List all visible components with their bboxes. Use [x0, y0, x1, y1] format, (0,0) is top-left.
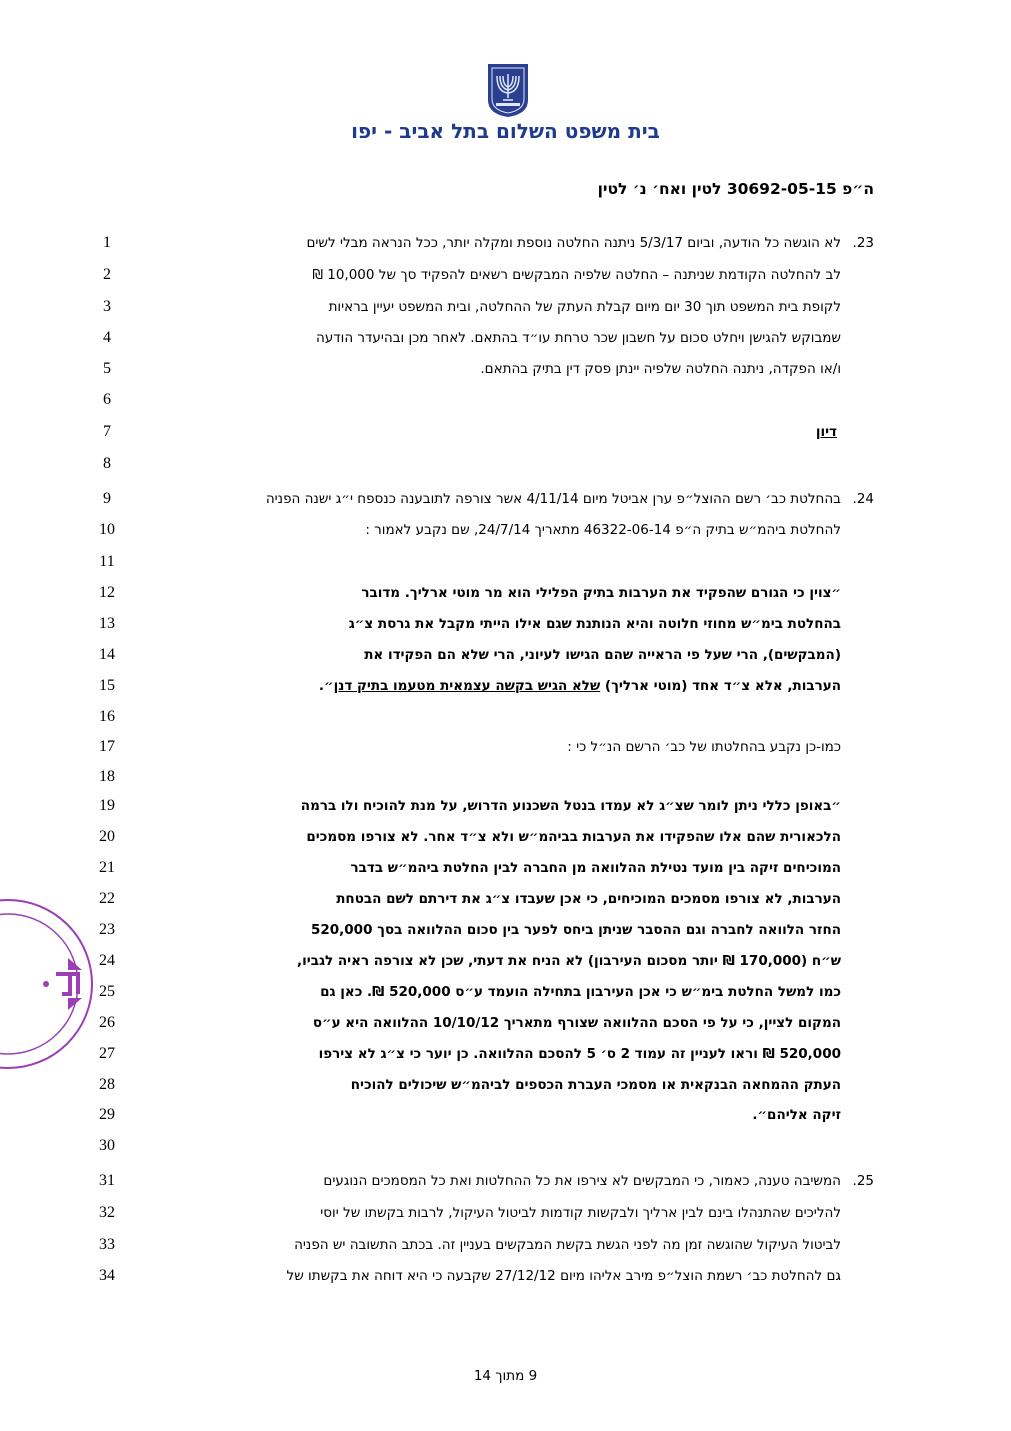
quote-line: ש״ח (170,000 ₪ יותר מסכום העירבון) לא הניח את דעתי, שכן לא צורפה ראיה לגביו, — [297, 953, 841, 969]
court-stamp-icon — [0, 898, 94, 1070]
quote-text: ״. — [318, 678, 334, 694]
line-number: 1 — [103, 234, 111, 251]
line-number: 8 — [103, 455, 111, 472]
line-number: 20 — [99, 828, 115, 845]
paragraph-number: 24. — [852, 491, 874, 507]
state-emblem-menorah-icon — [484, 62, 532, 118]
text-line: שמבוקש להגישן ויחלט סכום על חשבון שכר טרחת עו״ד בהתאם. לאחר מכן ובהיעדר הודעה — [316, 330, 841, 346]
text-line: להליכים שהתנהלו בינם לבין ארליך ולבקשות קודמות לביטול העיקול, לרבות בקשתו של יוסי — [320, 1205, 841, 1221]
line-number: 19 — [99, 797, 115, 814]
line-number: 13 — [99, 615, 115, 632]
quote-line: העתק ההמחאה הבנקאית או מסמכי העברת הכספים לביהמ״ש שיכולים להוכיח — [350, 1077, 841, 1093]
line-number: 21 — [99, 859, 115, 876]
line-number: 12 — [99, 584, 115, 601]
quote-line: בהחלטת בימ״ש מחוזי חלוטה והיא הנותנת שגם אילו הייתי מקבל את גרסת צ״ג — [348, 616, 841, 632]
line-number: 9 — [103, 490, 111, 507]
line-number: 3 — [103, 298, 111, 315]
line-number: 26 — [99, 1014, 115, 1031]
section-heading: דיון — [815, 424, 837, 440]
line-number: 15 — [99, 677, 115, 694]
case-number: ה״פ 30692-05-15 לטין ואח׳ נ׳ לטין — [597, 180, 874, 198]
paragraph-number: 25. — [852, 1173, 874, 1189]
line-number: 17 — [99, 738, 115, 755]
text-line: ו/או הפקדה, ניתנה החלטה שלפיה יינתן פסק דין בתיק בהתאם. — [480, 361, 841, 377]
quote-line: זיקה אליהם״. — [752, 1107, 841, 1123]
court-name: בית משפט השלום בתל אביב - יפו — [351, 119, 660, 143]
line-number: 33 — [99, 1236, 115, 1253]
line-number: 14 — [99, 646, 115, 663]
paragraph-number: 23. — [852, 235, 874, 251]
line-number: 25 — [99, 983, 115, 1000]
quote-line: ״באופן כללי ניתן לומר שצ״ג לא עמדו בנטל השכנוע הדרוש, על מנת להוכיח ולו ברמה — [300, 798, 841, 814]
text-line: לא הוגשה כל הודעה, וביום 5/3/17 ניתנה החלטה נוספת ומקלה יותר, ככל הנראה מבלי לשים — [306, 235, 841, 251]
quote-line: החזר הלוואה לחברה וגם ההסבר שניתן ביחס לפער בין סכום ההלוואה בסך 520,000 — [310, 922, 841, 938]
line-number: 32 — [99, 1204, 115, 1221]
line-number: 18 — [99, 768, 115, 785]
line-number: 27 — [99, 1045, 115, 1062]
text-line: לב להחלטה הקודמת שניתנה – החלטה שלפיה המבקשים רשאים להפקיד סך של 10,000 ₪ — [312, 267, 841, 283]
quote-line — [319, 678, 841, 694]
line-number: 4 — [103, 329, 111, 346]
line-number: 29 — [99, 1106, 115, 1123]
quote-line: כמו למשל החלטת בימ״ש כי אכן העירבון בתחילה הועמד ע״ס 520,000 ₪. כאן גם — [320, 984, 841, 1000]
quote-line: המקום לציין, כי על פי הסכם ההלוואה שצורף מתאריך 10/10/12 ההלוואה היא ע״ס — [312, 1015, 841, 1031]
line-number: 23 — [99, 921, 115, 938]
underlined-text: שלא הגיש בקשה עצמאית מטעמו בתיק דנן — [333, 678, 601, 694]
quote-line: (המבקשים), הרי שעל פי הראייה שהם הגישו לעיוני, הרי שלא הם הפקידו את — [364, 647, 841, 663]
line-number: 34 — [99, 1267, 115, 1284]
text-line: המשיבה טענה, כאמור, כי המבקשים לא צירפו את כל ההחלטות ואת כל המסמכים הנוגעים — [323, 1173, 841, 1189]
line-number: 16 — [99, 708, 115, 725]
page-footer: 9 מתוך 14 — [473, 1368, 538, 1384]
quote-text: הערבות, אלא צ״ד אחד (מוטי ארליך) — [600, 678, 841, 694]
text-line: גם להחלטת כב׳ רשמת הוצל״פ מירב אליהו מיום 27/12/12 שקבעה כי היא דוחה את בקשתו של — [286, 1268, 841, 1284]
line-number: 7 — [103, 423, 111, 440]
line-number: 11 — [99, 553, 115, 570]
quote-line: הערבות, לא צורפו מסמכים המוכיחים, כי אכן שעבדו צ״ג את דירתם לשם הבטחת — [336, 891, 841, 907]
line-number: 31 — [99, 1172, 115, 1189]
quote-line: המוכיחים זיקה בין מועד נטילת ההלוואה מן החברה לבין החלטת ביהמ״ש בדבר — [350, 860, 841, 876]
line-number: 5 — [103, 360, 111, 377]
line-number: 6 — [103, 391, 111, 408]
quote-line: 520,000 ₪ וראו לעניין זה עמוד 2 ס׳ 5 להסכם ההלוואה. כן יוער כי צ״ג לא צירפו — [318, 1046, 841, 1062]
line-number: 2 — [103, 266, 111, 283]
line-number: 30 — [99, 1137, 115, 1154]
text-line: להחלטת ביהמ״ש בתיק ה״פ 46322-06-14 מתאריך 24/7/14, שם נקבע לאמור : — [365, 522, 841, 538]
line-number: 24 — [99, 952, 115, 969]
text-line: לביטול העיקול שהוגשה זמן מה לפני הגשת בקשת המבקשים בעניין זה. בכתב התשובה יש הפניה — [294, 1237, 841, 1253]
quote-line: הלכאורית שהם אלו שהפקידו את הערבות בביהמ״ש ולא צ״ד אחר. לא צורפו מסמכים — [306, 829, 841, 845]
line-number: 28 — [99, 1076, 115, 1093]
text-line: בהחלטת כב׳ רשם ההוצל״פ ערן אביטל מיום 4/11/14 אשר צורפה לתובענה כנספח י״ג ישנה הפניה — [265, 491, 841, 507]
text-line: כמו-כן נקבע בהחלטתו של כב׳ הרשם הנ״ל כי : — [567, 739, 841, 755]
quote-line: ״צוין כי הגורם שהפקיד את הערבות בתיק הפלילי הוא מר מוטי ארליך. מדובר — [361, 585, 841, 601]
line-number: 10 — [99, 521, 115, 538]
line-number: 22 — [99, 890, 115, 907]
text-line: לקופת בית המשפט תוך 30 יום מיום קבלת העתק של ההחלטה, ובית המשפט יעיין בראיות — [328, 299, 841, 315]
